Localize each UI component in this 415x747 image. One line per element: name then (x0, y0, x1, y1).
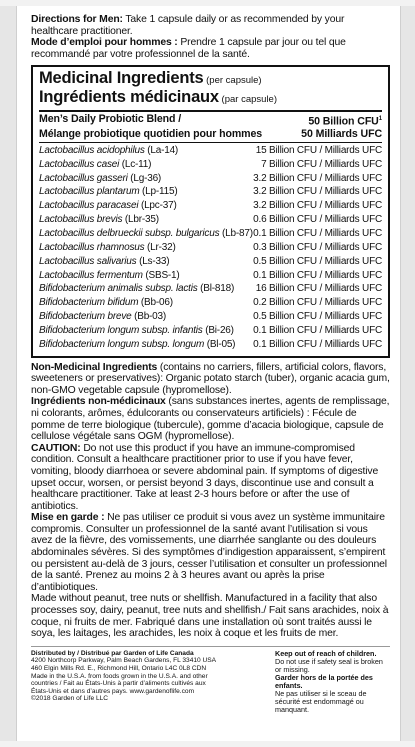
strain-code: (Ls-33) (136, 255, 170, 267)
distributor-line: Made in the U.S.A. from foods grown in the U.S.A. and other (31, 672, 208, 680)
strain-name (39, 269, 180, 283)
keep-out-text: Do not use if safety seal is broken or missing. (275, 656, 383, 674)
garder-heading-text: Garder hors de la portée des enfants. (275, 672, 373, 690)
strain-code: (Lpc-37) (138, 200, 177, 212)
strain-code: (Bl-05) (204, 338, 236, 350)
non-medicinal-en-text: (contains no carriers, fillers, artificial colors, flavors, sweeteners or preservatives): Organic potato starch (tuber), organic acacia gum, non-GMO vegetable capsule (hypromellose). (31, 361, 390, 396)
strain-amount: 15 Billion CFU / Milliards UFC (255, 144, 382, 156)
strain-amount: 3.2 Billion CFU / Milliards UFC (253, 186, 382, 198)
label-footer (31, 646, 390, 714)
blend-row-fr (39, 128, 382, 140)
product-label-panel (16, 6, 401, 741)
keep-out-heading-text: Keep out of reach of children. (275, 648, 377, 658)
strain-code: (Lc-11) (119, 158, 152, 170)
divider-thin (39, 142, 382, 143)
strain-species: Bifidobacterium longum subsp. infantis (39, 324, 203, 336)
strain-name (39, 282, 234, 296)
strain-row (39, 338, 382, 352)
strain-code: (Lg-36) (127, 172, 162, 184)
distributor-line: 4200 Northcorp Parkway, Palm Beach Gardens, FL 33410 USA (31, 657, 217, 665)
strain-name (39, 144, 178, 158)
directions-men-en (31, 14, 390, 37)
garder-text: Ne pas utiliser si le sceau de sécurité est endommagé ou manquant. (275, 688, 367, 714)
strain-species: Bifidobacterium breve (39, 311, 132, 323)
strain-amount: 0.2 Billion CFU / Milliards UFC (253, 297, 382, 309)
blend-amount-en-value: 50 Billion CFU (308, 115, 379, 128)
strain-amount: 0.6 Billion CFU / Milliards UFC (253, 214, 382, 226)
strain-name (39, 213, 159, 227)
strain-species: Bifidobacterium animalis subsp. lactis (39, 283, 198, 295)
strain-species: Lactobacillus plantarum (39, 186, 140, 198)
strain-code: (Lp-115) (139, 186, 178, 198)
strain-amount: 7 Billion CFU / Milliards UFC (261, 158, 382, 170)
strain-row (39, 227, 382, 241)
non-medicinal-fr-text: (sans substances inertes, agents de remplissage, ni colorants, arômes, édulcorants ou conservateurs artificiels) : Fécule de pomme de terre biologique (tubercule), gomme d’acacia biologique, capsule de cellulose végétale sans OGM (hypromellose). (31, 396, 390, 443)
strain-species: Bifidobacterium bifidum (39, 297, 139, 309)
strain-species: Lactobacillus delbrueckii subsp. bulgaricus (39, 227, 220, 239)
strain-code: (Lbr-35) (122, 214, 159, 226)
strain-name (39, 158, 151, 172)
strain-row (39, 310, 382, 324)
strain-name (39, 241, 176, 255)
strain-code: (Lb-87) (219, 227, 253, 239)
strain-row (39, 282, 382, 296)
non-medicinal-fr-heading: Ingrédients non-médicinaux (31, 396, 166, 408)
directions-men-fr-text: Prendre 1 capsule par jour ou tel que recommandé par votre professionnel de la santé. (31, 37, 346, 60)
strain-name (39, 172, 161, 186)
divider-thick (39, 110, 382, 112)
directions-men-en-heading: Directions for Men: (31, 14, 123, 25)
strain-name (39, 227, 253, 241)
strain-name (39, 310, 166, 324)
garder-heading (275, 674, 390, 690)
strain-amount: 0.5 Billion CFU / Milliards UFC (253, 311, 382, 323)
copyright: ©2018 Garden of Life LLC (31, 695, 109, 703)
distributor-line: 460 Elgin Mills Rd. E., Richmond Hill, Ontario L4C 0L8 CDN (31, 665, 207, 672)
blend-amount-fr: 50 Milliards UFC (301, 127, 382, 140)
strain-species: Lactobacillus paracasei (39, 200, 139, 212)
strain-species: Lactobacillus casei (39, 158, 120, 170)
strain-code: (La-14) (144, 144, 179, 156)
distributor-line: countries / Fait au États-Unis à partir d’aliments cultivés aux (31, 680, 206, 688)
allergen-statement: Made without peanut, tree nuts or shellfish. Manufactured in a facility that also processes soy, dairy, peanut, tree nuts and shellfish./ Fait sans arachides, noix à coque, ni fruits de mer. Fabriqué dans une installation où sont traités aussi le soya, les laitages, les arachides, les noix à coque et les fruits de mer. (31, 593, 389, 640)
strain-species: Bifidobacterium longum subsp. longum (39, 338, 205, 350)
strain-amount: 0.1 Billion CFU / Milliards UFC (253, 227, 382, 239)
strain-amount: 0.1 Billion CFU / Milliards UFC (253, 269, 382, 281)
strain-code: (Bi-26) (202, 324, 234, 336)
strain-row (39, 199, 382, 213)
directions-men-en-text: Take 1 capsule daily or as recommended by your healthcare practitioner. (31, 14, 345, 37)
caution-fr-text: Ne pas utiliser ce produit si vous avez un système immunitaire compromis. Consulter un professionnel de la santé avant l’utilisation si vous avez de la fièvre, des vomissements, une diarrhée sanglante ou des douleurs abdominales sévères. Si des symptômes d’indigestion apparaissent, s’empirent ou persistent au-delà de 3 jours, cesser l’utilisation et consulter un professionnel de la santé. Prenez au moins 2 à 3 heures avant ou après la prise d’antibiotiques. (31, 512, 387, 593)
strain-name (39, 185, 178, 199)
strain-species: Lactobacillus gasseri (39, 172, 128, 184)
strain-species: Lactobacillus fermentum (39, 269, 143, 281)
strain-list (39, 144, 382, 352)
medicinal-title-en (39, 70, 382, 89)
blend-row-en (39, 113, 382, 128)
strain-name (39, 324, 234, 338)
strain-name (39, 255, 169, 269)
non-medicinal-fr (31, 396, 390, 442)
medicinal-ingredients-box (31, 65, 390, 357)
non-medicinal-en (31, 362, 390, 397)
strain-amount: 16 Billion CFU / Milliards UFC (255, 283, 382, 295)
strain-name (39, 296, 173, 310)
strain-species: Lactobacillus acidophilus (39, 144, 145, 156)
strain-row (39, 158, 382, 172)
strain-row (39, 213, 382, 227)
strain-amount: 3.2 Billion CFU / Milliards UFC (253, 200, 382, 212)
label-right-edge (399, 6, 415, 741)
blend-name-fr: Mélange probiotique quotidien pour hommes (39, 127, 263, 140)
blend-amount-en (308, 113, 382, 128)
distributor-heading-text: Distributed by / Distribué par Garden of Life Canada (31, 649, 194, 657)
blend-footnote-mark: 1 (378, 116, 382, 123)
distributor-heading (31, 650, 269, 658)
strain-row (39, 269, 382, 283)
label-left-edge (0, 6, 16, 741)
blend-name-en: Men’s Daily Probiotic Blend / (39, 113, 182, 126)
strain-row (39, 255, 382, 269)
strain-name (39, 199, 177, 213)
directions-men-fr (31, 37, 390, 60)
strain-code: (Lr-32) (144, 241, 176, 253)
strain-row (39, 144, 382, 158)
caution-en-text: Do not use this product if you have an immune-compromised condition. Consult a healthcare practitioner prior to use if you have fever, vomiting, bloody diarrhoea or severe abdominal pain. If symptoms of digestive upset occur, worsen, or persist beyond 3 days, discontinue use and consult a healthcare practitioner. Take at least 2-3 hours before or after the use of antibiotics. (31, 442, 379, 512)
strain-row (39, 296, 382, 310)
strain-amount: 0.1 Billion CFU / Milliards UFC (253, 324, 382, 336)
caution-fr (31, 512, 390, 593)
medicinal-title-fr-text: Ingrédients médicinaux (39, 88, 219, 107)
strain-row (39, 185, 382, 199)
strain-name (39, 338, 235, 352)
strain-row (39, 241, 382, 255)
strain-amount: 0.3 Billion CFU / Milliards UFC (253, 241, 382, 253)
strain-amount: 0.1 Billion CFU / Milliards UFC (253, 338, 382, 350)
safety-warnings (269, 650, 390, 714)
strain-code: (SBS-1) (142, 269, 180, 281)
distributor-info (31, 650, 269, 714)
strain-code: (Bb-03) (131, 311, 167, 323)
non-medicinal-en-heading: Non-Medicinal Ingredients (31, 361, 158, 373)
caution-en-heading: CAUTION: (31, 442, 81, 454)
medicinal-per-capsule-fr: (par capsule) (218, 94, 277, 106)
medicinal-per-capsule-en: (per capsule) (203, 75, 262, 87)
distributor-line: États-Unis et dans d’autres pays. www.gardenoflife.com (31, 687, 195, 695)
strain-species: Lactobacillus salivarius (39, 255, 137, 267)
strain-species: Lactobacillus rhamnosus (39, 241, 145, 253)
medicinal-title-en-text: Medicinal Ingredients (39, 69, 204, 88)
strain-amount: 0.5 Billion CFU / Milliards UFC (253, 255, 382, 267)
strain-code: (Bb-06) (138, 297, 173, 309)
strain-amount: 3.2 Billion CFU / Milliards UFC (253, 172, 382, 184)
strain-species: Lactobacillus brevis (39, 214, 123, 226)
medicinal-title-fr (39, 89, 382, 108)
caution-fr-heading: Mise en garde : (31, 512, 105, 524)
strain-row (39, 324, 382, 338)
directions-men-fr-heading: Mode d’emploi pour hommes : (31, 37, 178, 49)
caution-en (31, 443, 390, 513)
strain-row (39, 172, 382, 186)
strain-code: (Bl-818) (197, 283, 235, 295)
